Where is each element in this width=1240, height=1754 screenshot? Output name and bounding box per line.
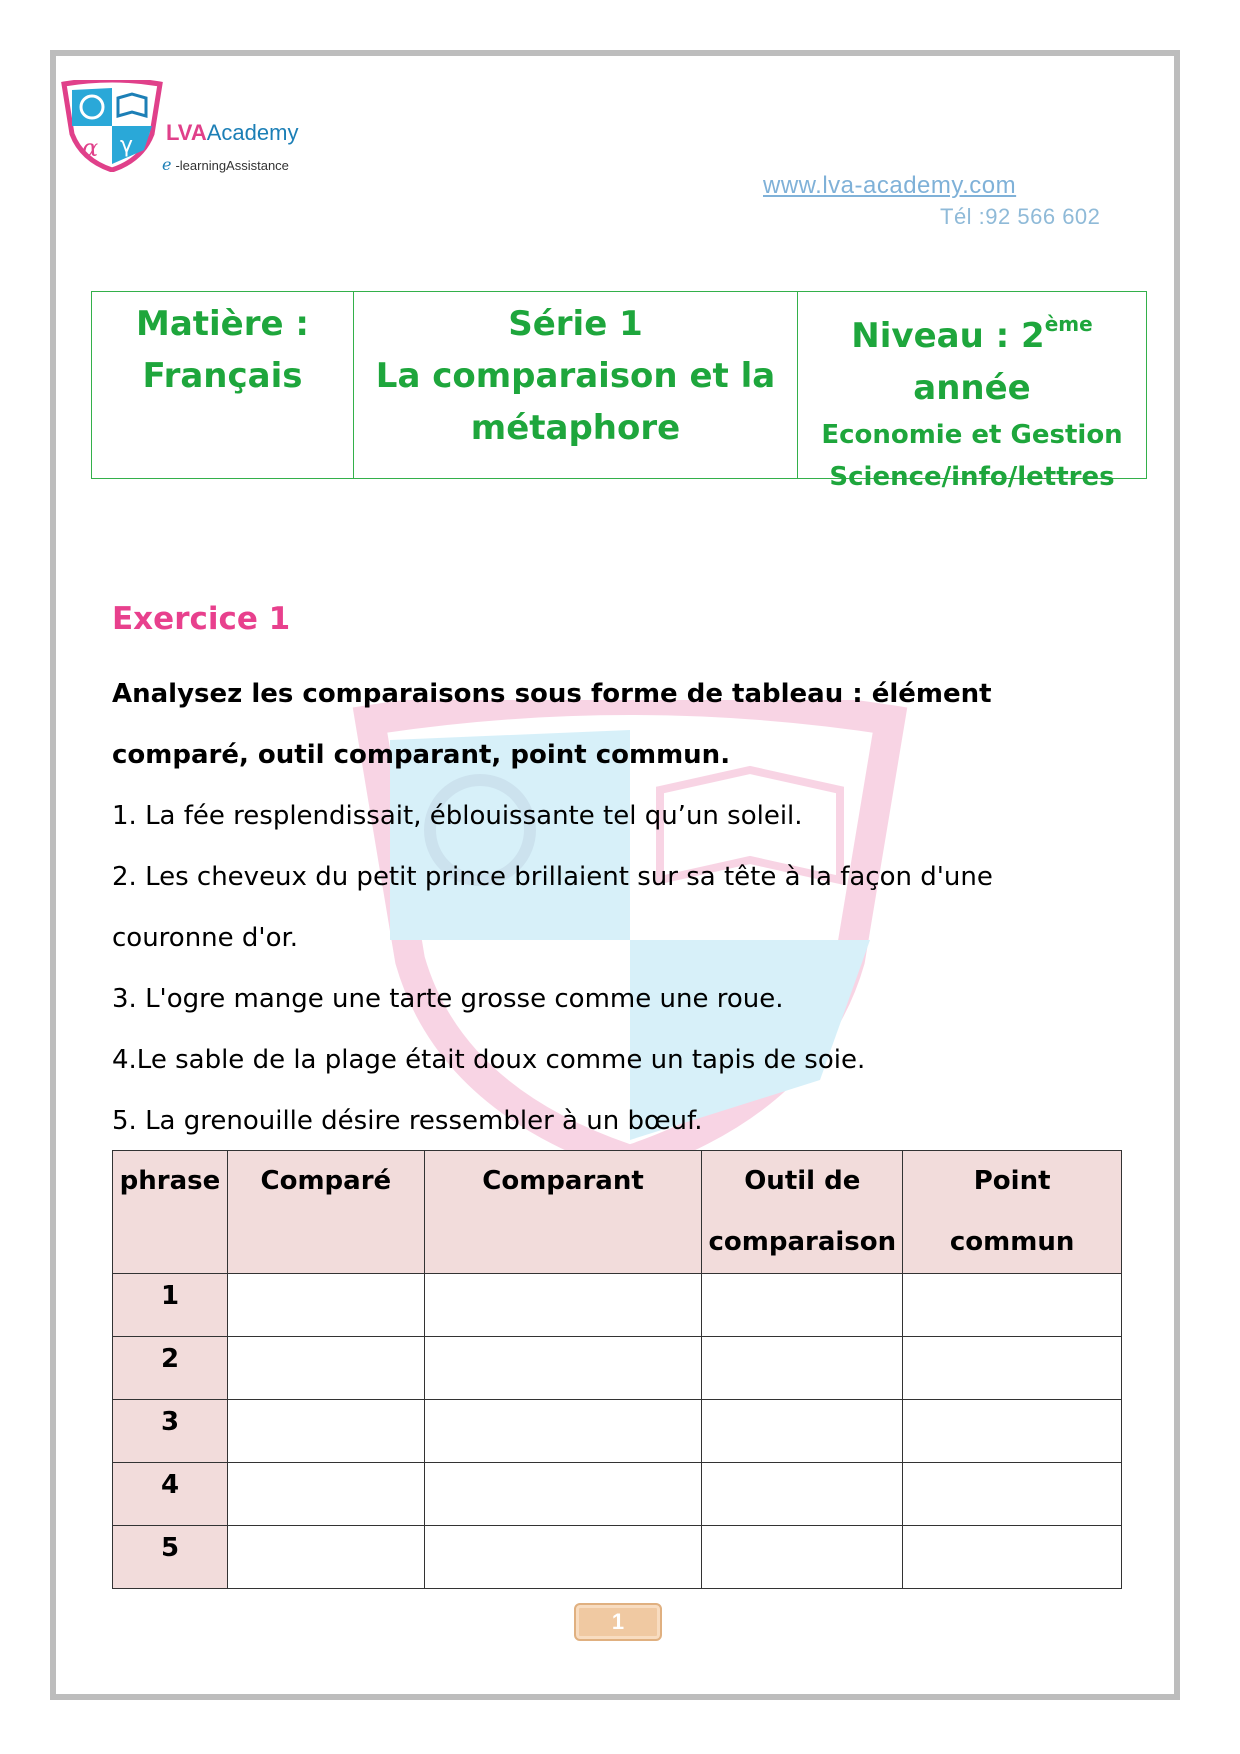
section-line2: Science/info/lettres bbox=[829, 462, 1115, 492]
row-number: 5 bbox=[113, 1526, 228, 1589]
answer-table-header-row bbox=[113, 1151, 1122, 1274]
row-number: 3 bbox=[113, 1400, 228, 1463]
sentence-item: 5. La grenouille désire ressembler à un bœuf. bbox=[112, 1106, 703, 1136]
answer-cell[interactable] bbox=[702, 1274, 903, 1337]
answer-cell[interactable] bbox=[903, 1463, 1122, 1526]
answer-cell[interactable] bbox=[424, 1400, 702, 1463]
niveau-sup: ème bbox=[1044, 312, 1093, 336]
matiere-value: Français bbox=[142, 356, 303, 396]
table-row bbox=[113, 1526, 1122, 1589]
answer-cell[interactable] bbox=[227, 1526, 424, 1589]
svg-text:α: α bbox=[82, 134, 99, 162]
answer-cell[interactable] bbox=[903, 1526, 1122, 1589]
answer-cell[interactable] bbox=[227, 1337, 424, 1400]
section-line1: Economie et Gestion bbox=[821, 420, 1123, 450]
svg-text:γ: γ bbox=[120, 133, 134, 158]
info-table bbox=[91, 291, 1147, 492]
answer-cell[interactable] bbox=[227, 1463, 424, 1526]
row-number: 1 bbox=[113, 1274, 228, 1337]
table-row bbox=[113, 1274, 1122, 1337]
niveau-annee: année bbox=[913, 368, 1031, 408]
col-header-comparant: Comparant bbox=[424, 1151, 702, 1274]
sentence-item: 4.Le sable de la plage était doux comme un tapis de soie. bbox=[112, 1045, 866, 1075]
col-header-outil: Outil de comparaison bbox=[702, 1151, 903, 1274]
answer-cell[interactable] bbox=[424, 1274, 702, 1337]
brand-name bbox=[166, 120, 298, 146]
col-header-phrase: phrase bbox=[113, 1151, 228, 1274]
exercise-title: Exercice 1 bbox=[112, 601, 291, 637]
table-row bbox=[113, 1463, 1122, 1526]
sentence-item: 3. L'ogre mange une tarte grosse comme une roue. bbox=[112, 984, 784, 1014]
row-number: 4 bbox=[113, 1463, 228, 1526]
matiere-cell bbox=[92, 292, 354, 478]
niveau-cell bbox=[798, 292, 1146, 492]
serie-topic-line2: métaphore bbox=[470, 408, 681, 448]
answer-table bbox=[112, 1150, 1122, 1589]
niveau-label bbox=[798, 298, 1146, 362]
sentence-item: 2. Les cheveux du petit prince brillaient sur sa tête à la façon d'une couronne d'or. bbox=[112, 862, 993, 953]
answer-cell[interactable] bbox=[903, 1400, 1122, 1463]
serie-label: Série 1 bbox=[508, 304, 643, 344]
tagline-text: -learningAssistance bbox=[175, 158, 289, 173]
answer-cell[interactable] bbox=[903, 1337, 1122, 1400]
answer-cell[interactable] bbox=[424, 1463, 702, 1526]
table-row bbox=[113, 1400, 1122, 1463]
answer-cell[interactable] bbox=[424, 1526, 702, 1589]
serie-cell bbox=[354, 292, 798, 478]
tagline-e: e bbox=[162, 155, 172, 174]
brand-lva: LVA bbox=[166, 120, 207, 145]
tagline bbox=[162, 155, 289, 174]
phone-number: Tél :92 566 602 bbox=[940, 204, 1101, 229]
serie-topic-line1: La comparaison et la bbox=[375, 356, 776, 396]
answer-cell[interactable] bbox=[227, 1400, 424, 1463]
table-row bbox=[113, 1337, 1122, 1400]
sentence-list bbox=[112, 786, 1112, 1152]
col-header-point-commun: Point commun bbox=[903, 1151, 1122, 1274]
answer-cell[interactable] bbox=[702, 1337, 903, 1400]
answer-cell[interactable] bbox=[424, 1337, 702, 1400]
answer-cell[interactable] bbox=[903, 1274, 1122, 1337]
website-link[interactable]: www.lva-academy.com bbox=[763, 172, 1017, 199]
exercise-instruction: Analysez les comparaisons sous forme de tableau : élément comparé, outil comparant, point commun. bbox=[112, 679, 992, 770]
answer-cell[interactable] bbox=[702, 1463, 903, 1526]
lva-academy-logo-icon bbox=[58, 80, 166, 172]
brand-academy: Academy bbox=[206, 120, 299, 145]
sentence-item: 1. La fée resplendissait, éblouissante tel qu’un soleil. bbox=[112, 801, 803, 831]
answer-cell[interactable] bbox=[227, 1274, 424, 1337]
answer-cell[interactable] bbox=[702, 1400, 903, 1463]
row-number: 2 bbox=[113, 1337, 228, 1400]
page-number: 1 bbox=[574, 1603, 662, 1641]
matiere-label: Matière : bbox=[135, 304, 309, 344]
niveau-prefix: Niveau : 2 bbox=[851, 316, 1045, 356]
answer-cell[interactable] bbox=[702, 1526, 903, 1589]
col-header-compare: Comparé bbox=[227, 1151, 424, 1274]
